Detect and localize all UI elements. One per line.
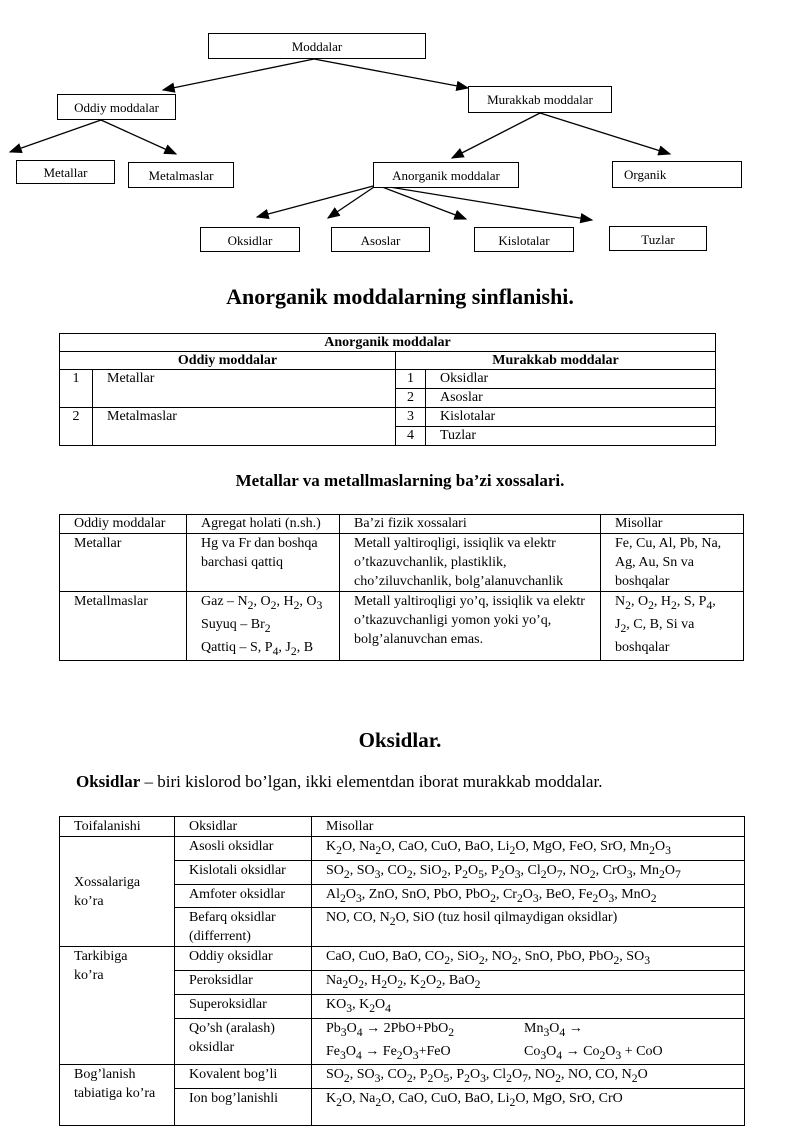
header-agregat: Agregat holati (n.sh.) (187, 515, 340, 534)
group-tarkibiga: Tarkibiga ko’ra (60, 947, 175, 1065)
oxide-type: Amfoter oksidlar (175, 884, 312, 908)
row-metallmaslar-name: Metallmaslar (60, 592, 187, 661)
node-metallar: Metallar (16, 160, 115, 184)
oxide-examples: $KO_3$, $K_2O_4$ (312, 994, 745, 1018)
col-simple: Oddiy moddalar (60, 352, 396, 370)
header-misollar: Misollar (312, 817, 745, 837)
node-moddalar: Moddalar (208, 33, 426, 59)
oxide-type: Kislotali oksidlar (175, 860, 312, 884)
oxides-table (59, 816, 745, 1126)
row-metallmaslar-props: Metall yaltiroqligi yo’q, issiqlik va elektr o’tkazuvchanligi yomon yoki yo’q, bolg’alanuvchan emas. (340, 592, 601, 661)
left-name: Metallar (93, 370, 396, 408)
oxide-definition (76, 772, 602, 792)
properties-table (59, 514, 744, 661)
oxide-type: Kovalent bog’li (175, 1065, 312, 1089)
inorganic-table-header: Anorganik moddalar (60, 334, 716, 352)
row-metallmaslar-examples: $N_2$, $O_2$, $H_2$, S, $P_4$, $J_2$, C, B, Si va boshqalar (601, 592, 744, 661)
node-kislotalar: Kislotalar (474, 227, 574, 252)
right-num: 4 (396, 427, 426, 446)
title-classification: Anorganik moddalarning sinflanishi. (226, 284, 574, 309)
row-metallar-examples: Fe, Cu, Al, Pb, Na, Ag, Au, Sn va boshqalar (601, 534, 744, 592)
oxide-examples: $Al_2O_3$, ZnO, SnO, PbO, PbO$_2$, $Cr_2O_3$, BeO, $Fe_2O_3$, MnO$_2$ (312, 884, 745, 908)
solid-label: Qattiq – (201, 639, 250, 655)
oxide-examples: $Na_2O_2$, $H_2O_2$, $K_2O_2$, BaO$_2$ (312, 971, 745, 995)
oxide-examples: $SO_2$, $SO_3$, $CO_2$, SiO$_2$, $P_2O_5$, $P_2O_3$, $Cl_2O_7$, $NO_2$, CrO$_3$, $Mn_2O_7$ (312, 860, 745, 884)
left-num: 1 (60, 370, 93, 408)
right-name: Oksidlar (426, 370, 716, 389)
node-tuzlar: Tuzlar (609, 226, 707, 251)
oxide-type: Peroksidlar (175, 971, 312, 995)
right-num: 2 (396, 389, 426, 408)
row-metallar-props: Metall yaltiroqligi, issiqlik va elektr o’tkazuvchanlik, plastiklik, cho’ziluvchanlik, bolg’alanuvchanlik (340, 534, 601, 592)
examples-tail: C, B, Si va boshqalar (615, 616, 695, 655)
group-boglanish: Bog’lanish tabiatiga ko’ra (60, 1065, 175, 1126)
node-oksidlar: Oksidlar (200, 227, 300, 252)
title-properties: Metallar va metallmaslarning ba’zi xossalari. (235, 471, 565, 490)
oxide-examples: $SO_2$, $SO_3$, $CO_2$, $P_2O_5$, $P_2O_3$, $Cl_2O_7$, $NO_2$, NO, CO, $N_2O$ (312, 1065, 745, 1089)
gas-label: Gaz – (201, 594, 238, 609)
group-xossalariga: Xossalariga ko’ra (60, 837, 175, 947)
right-name: Kislotalar (426, 408, 716, 427)
inorganic-table (59, 333, 716, 446)
node-asoslar: Asoslar (331, 227, 430, 252)
header-oddiy: Oddiy moddalar (60, 515, 187, 534)
node-oddiy-moddalar: Oddiy moddalar (57, 94, 176, 120)
oxide-examples: $K_2O$, $Na_2O$, CaO, CuO, BaO, $Li_2O$, MgO, FeO, SrO, $Mn_2O_3$ (312, 837, 745, 861)
oxide-type: Asosli oksidlar (175, 837, 312, 861)
oxide-type: Oddiy oksidlar (175, 947, 312, 971)
header-xossalari: Ba’zi fizik xossalari (340, 515, 601, 534)
node-metalmaslar: Metalmaslar (128, 162, 234, 188)
header-toifalanishi: Toifalanishi (60, 817, 175, 837)
title-oxides: Oksidlar. (358, 728, 442, 752)
right-num: 1 (396, 370, 426, 389)
row-metallar-name: Metallar (60, 534, 187, 592)
left-name: Metalmaslar (93, 408, 396, 446)
node-organik: Organik (612, 161, 742, 188)
definition-term: Oksidlar (76, 772, 141, 791)
header-misollar: Misollar (601, 515, 744, 534)
oxide-type: Superoksidlar (175, 994, 312, 1018)
oxide-type: Qo’sh (aralash) oksidlar (175, 1018, 312, 1065)
node-murakkab-moddalar: Murakkab moddalar (468, 86, 612, 113)
row-metallmaslar-state: Gaz – $N_2$, $O_2$, $H_2$, $O_3$ Suyuq – $Br_2$ Qattiq – S, $P_4$, $J_2$, B (187, 592, 340, 661)
oxide-examples: NO, CO, $N_2O$, SiO (tuz hosil qilmaydigan oksidlar) (312, 908, 745, 947)
left-num: 2 (60, 408, 93, 446)
oxide-type: Befarq oksidlar (differrent) (175, 908, 312, 947)
liquid-label: Suyuq – (201, 616, 251, 632)
oxide-examples: $K_2O$, $Na_2O$, CaO, CuO, BaO, $Li_2O$, MgO, SrO, CrO (312, 1089, 745, 1126)
definition-text: – biri kislorod bo’lgan, ikki elementdan iborat murakkab moddalar. (140, 772, 603, 791)
oxide-examples: $Pb_3O_4 \to 2PbO+PbO_2$ $Mn_3O_4$ → $Fe_3O_4 \to Fe_2O_3+FeO$ $Co_3O_4 \to Co_2O_3$ + CoO (312, 1018, 745, 1065)
col-complex: Murakkab moddalar (396, 352, 716, 370)
node-anorganik-moddalar: Anorganik moddalar (373, 162, 519, 188)
oxide-type: Ion bog’lanishli (175, 1089, 312, 1126)
row-metallar-state: Hg va Fr dan boshqa barchasi qattiq (187, 534, 340, 592)
header-oksidlar: Oksidlar (175, 817, 312, 837)
oxide-examples: CaO, CuO, BaO, $CO_2$, SiO$_2$, $NO_2$, SnO, PbO, PbO$_2$, $SO_3$ (312, 947, 745, 971)
right-num: 3 (396, 408, 426, 427)
right-name: Tuzlar (426, 427, 716, 446)
right-name: Asoslar (426, 389, 716, 408)
